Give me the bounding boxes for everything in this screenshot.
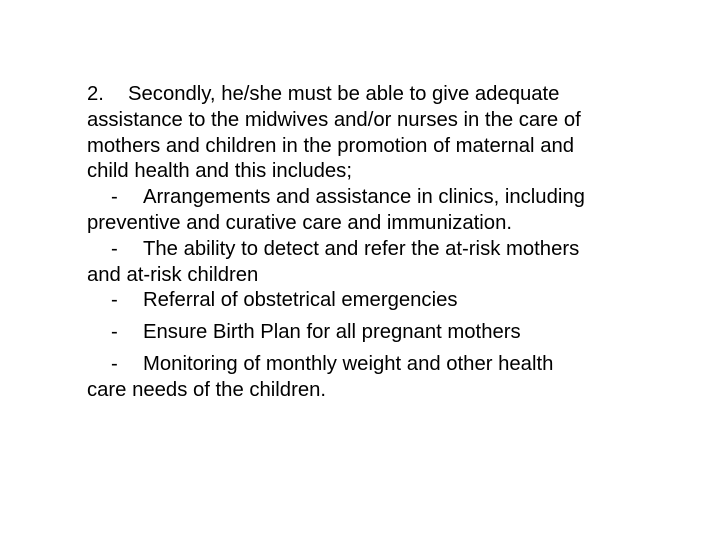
bullet-3	[87, 288, 687, 314]
bullet-text: Arrangements and assistance in clinics, including	[143, 186, 585, 209]
bullet-1-continuation: preventive and curative care and immunization.	[87, 211, 513, 234]
bullet-1	[87, 185, 687, 211]
bullet-5-continuation: care needs of the children.	[87, 378, 327, 401]
bullet-text: Monitoring of monthly weight and other health	[143, 352, 554, 375]
item-number: 2.	[87, 83, 104, 105]
bullet-text: Ensure Birth Plan for all pregnant mothers	[143, 321, 521, 344]
slide-body-text	[87, 82, 687, 404]
bullet-text: The ability to detect and refer the at-risk mothers	[143, 237, 580, 260]
item-line-3: mothers and children in the promotion of maternal and	[87, 134, 575, 157]
bullet-2-continuation: and at-risk children	[87, 263, 259, 286]
bullet-4	[87, 320, 687, 346]
item-line-2: assistance to the midwives and/or nurses in the care of	[87, 108, 581, 131]
item-line-1	[87, 82, 687, 108]
bullet-dash: -	[111, 321, 118, 344]
bullet-dash: -	[111, 352, 118, 375]
item-text: Secondly, he/she must be able to give adequate	[128, 83, 560, 105]
item-line-4: child health and this includes;	[87, 160, 352, 183]
bullet-dash: -	[111, 289, 118, 312]
bullet-text: Referral of obstetrical emergencies	[143, 289, 458, 312]
bullet-2	[87, 237, 687, 263]
bullet-5	[87, 352, 687, 378]
bullet-dash: -	[111, 186, 118, 209]
bullet-dash: -	[111, 237, 118, 260]
